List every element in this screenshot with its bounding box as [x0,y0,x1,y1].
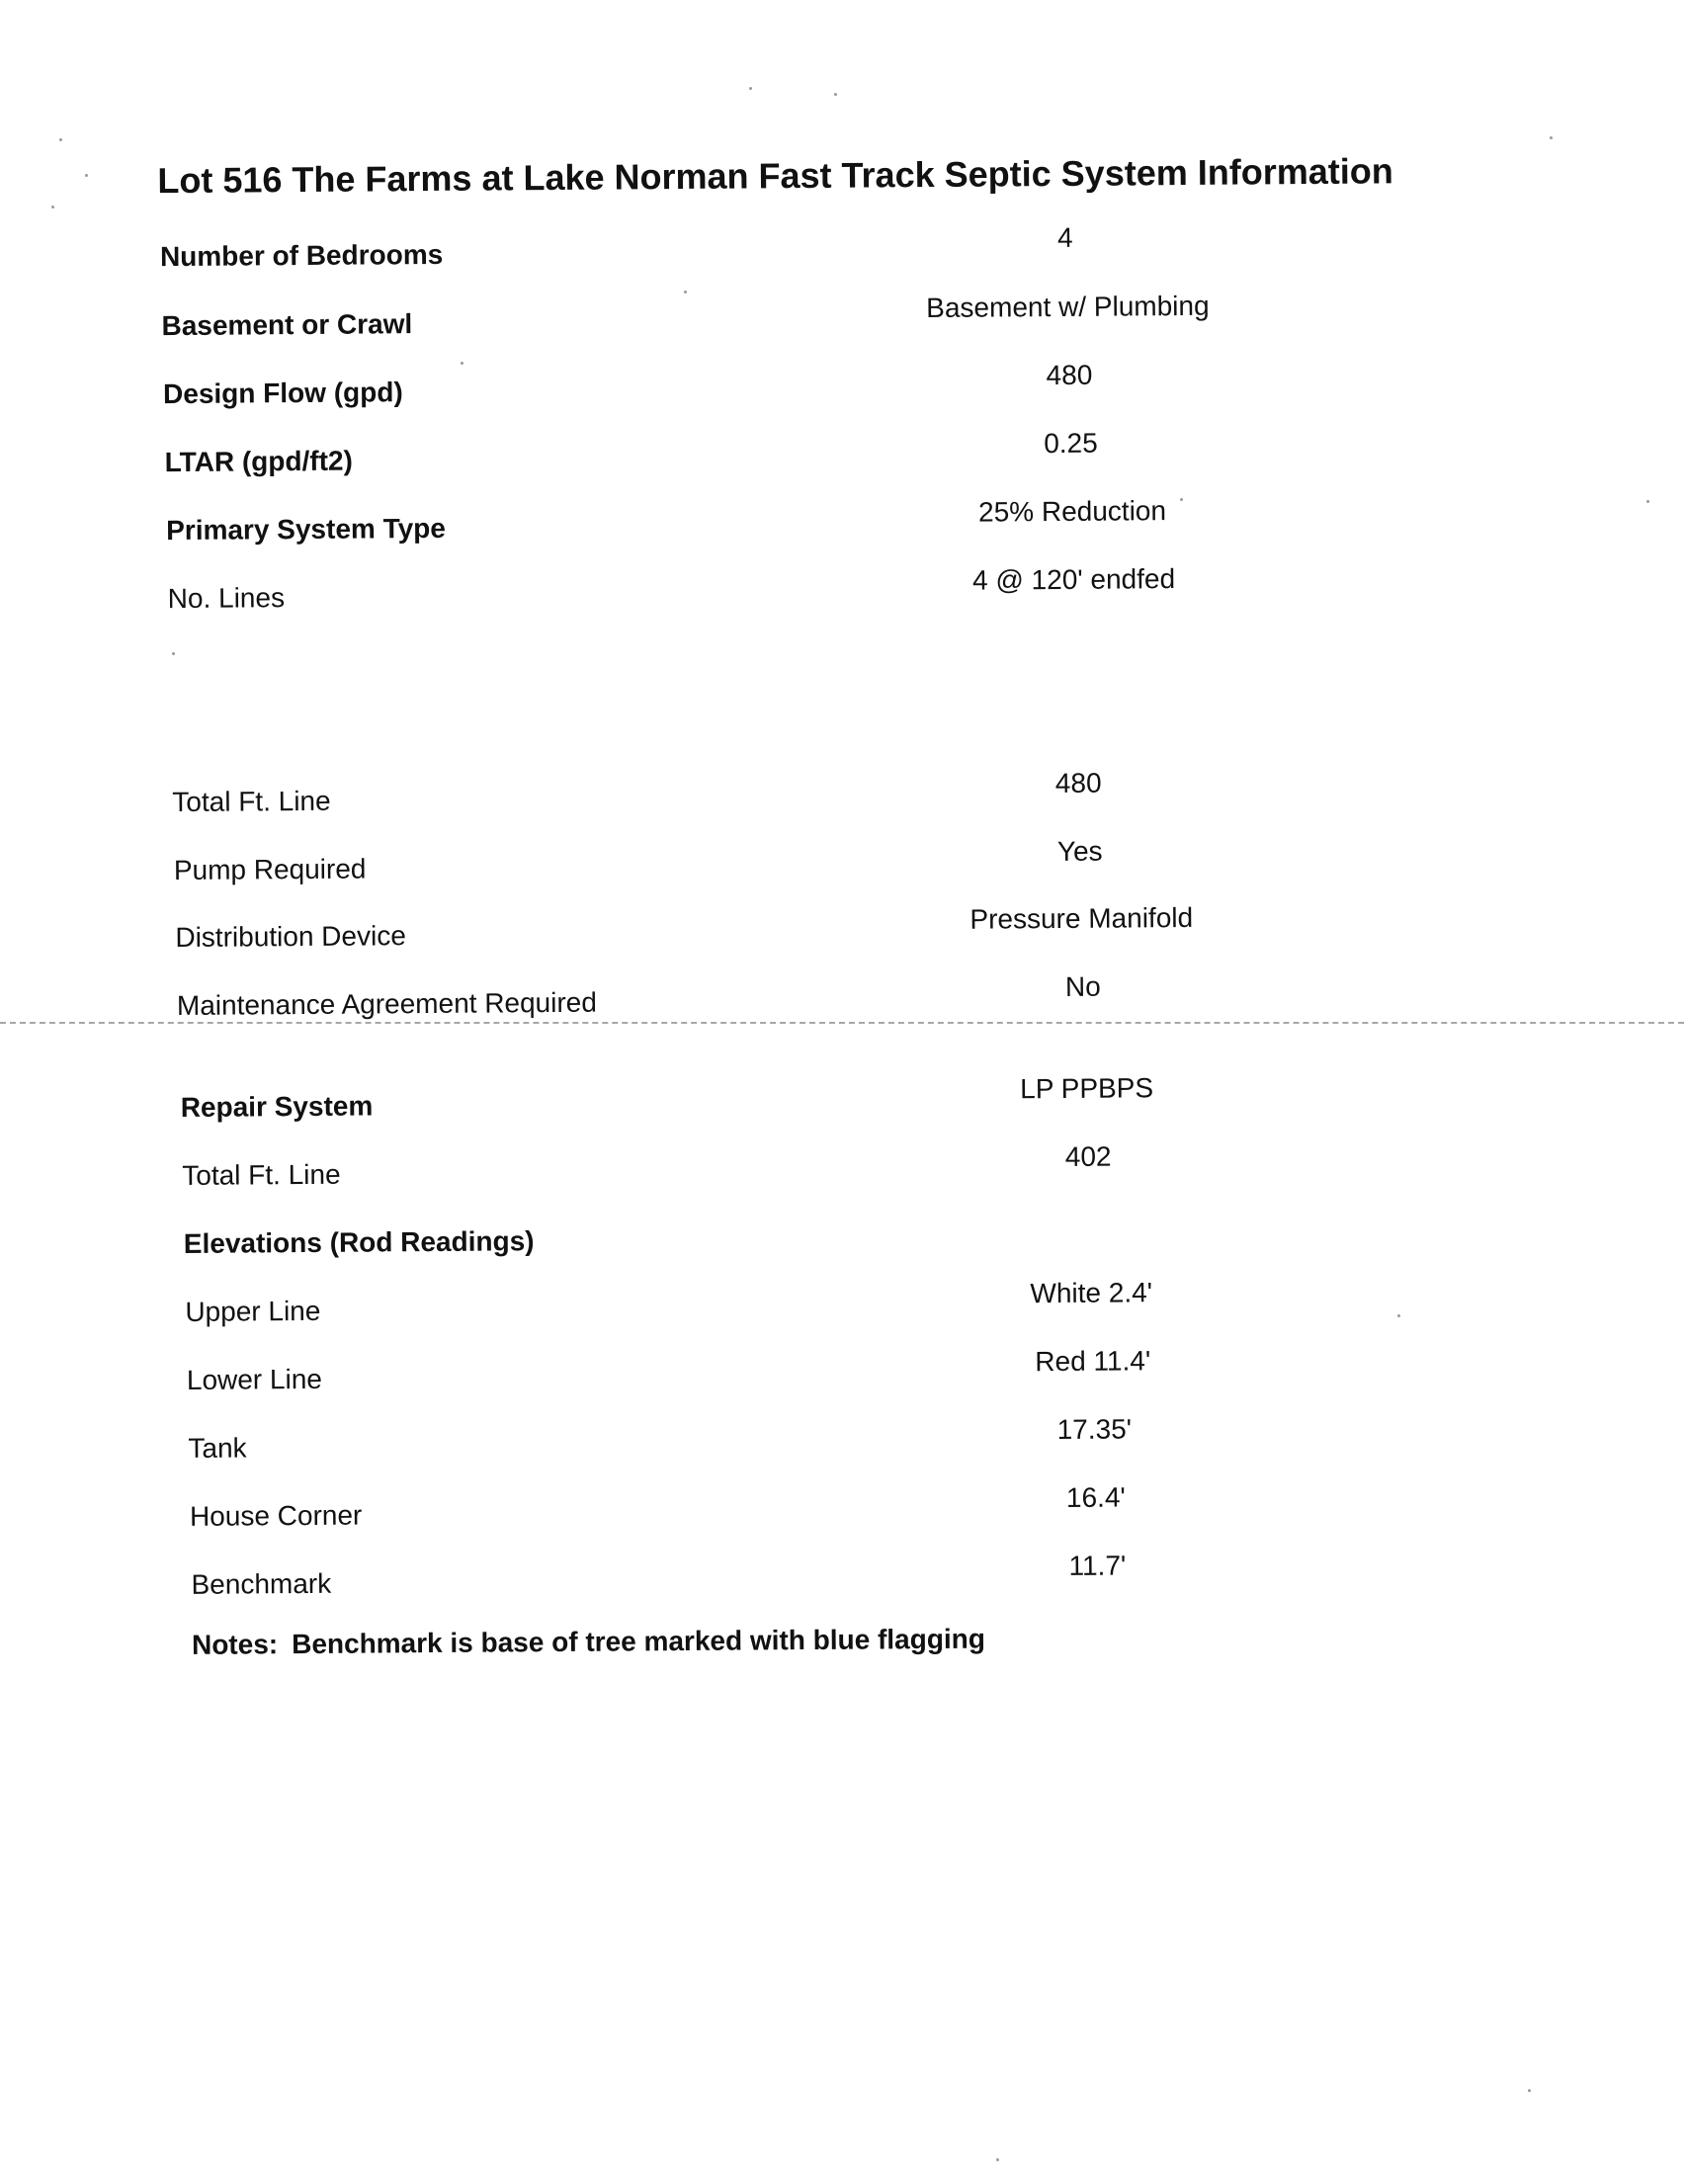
value-repair-system: LP PPBPS [1020,1072,1154,1105]
value-total-ft-line: 480 [1054,767,1102,799]
value-tank: 17.35' [1056,1413,1133,1446]
value-lower-line: Red 11.4' [1035,1345,1151,1378]
scan-speck [996,2158,999,2161]
notes-prefix: Notes: [191,1629,279,1660]
scan-speck [1528,2089,1531,2092]
notes-text: Benchmark is base of tree marked with blue flagging [292,1623,985,1660]
value-maintenance-agreement: No [1064,970,1101,1002]
value-ltar: 0.25 [1044,427,1098,460]
value-basement-or-crawl: Basement w/ Plumbing [926,290,1210,324]
scan-speck [749,87,752,90]
value-design-flow: 480 [1046,359,1093,391]
value-no-lines: 4 @ 120' endfed [971,563,1176,596]
value-distribution-device: Pressure Manifold [969,901,1194,935]
scan-speck [1397,1314,1400,1317]
label-distribution-device: Distribution Device [175,920,406,954]
label-elevations: Elevations (Rod Readings) [183,1225,535,1259]
label-tank: Tank [188,1432,247,1464]
scan-speck [1180,498,1183,501]
label-house-corner: House Corner [189,1499,363,1532]
scan-speck [51,206,54,209]
document-title: Lot 516 The Farms at Lake Norman Fast Track Septic System Information [157,150,1393,202]
value-benchmark: 11.7' [1068,1550,1127,1581]
scan-speck [172,652,175,655]
scan-speck [834,93,837,96]
label-ltar: LTAR (gpd/ft2) [164,445,353,478]
label-primary-system-type: Primary System Type [166,512,447,546]
scan-speck [1646,500,1649,503]
value-house-corner: 16.4' [1065,1481,1126,1513]
label-lower-line: Lower Line [186,1363,323,1395]
scan-speck [59,138,62,141]
scan-speck [684,291,687,294]
scan-speck [461,362,463,365]
label-repair-system: Repair System [180,1090,374,1123]
label-design-flow: Design Flow (gpd) [162,377,403,410]
label-no-lines: No. Lines [167,582,286,615]
value-pump-required: Yes [1056,835,1103,868]
label-total-ft-line: Total Ft. Line [172,785,331,818]
scan-speck [85,174,88,177]
label-benchmark: Benchmark [191,1567,332,1600]
value-primary-system-type: 25% Reduction [977,495,1167,528]
label-number-of-bedrooms: Number of Bedrooms [159,238,444,273]
label-pump-required: Pump Required [173,853,367,886]
value-repair-total-ft-line: 402 [1064,1140,1112,1172]
label-upper-line: Upper Line [185,1295,321,1327]
label-repair-total-ft-line: Total Ft. Line [182,1158,341,1191]
label-maintenance-agreement: Maintenance Agreement Required [176,986,597,1022]
label-basement-or-crawl: Basement or Crawl [161,308,413,342]
value-upper-line: White 2.4' [1030,1277,1153,1309]
scan-speck [1550,136,1553,139]
notes [192,1624,985,1661]
scan-fold-line [0,1022,1684,1024]
value-number-of-bedrooms: 4 [1056,221,1073,253]
